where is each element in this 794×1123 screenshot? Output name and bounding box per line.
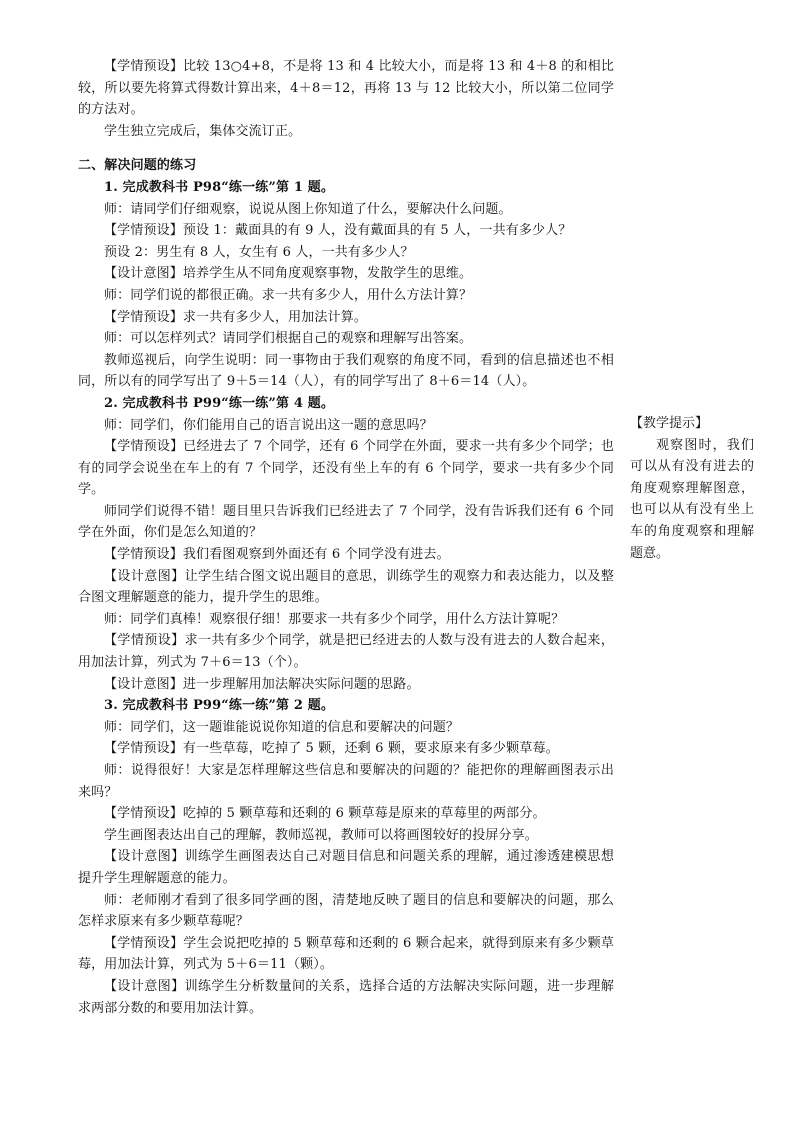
paragraph: 【学情预设】学生会说把吃掉的 5 颗草莓和还剩的 6 颗合起来，就得到原来有多少颗草莓，用加法计算，列式为 5＋6＝11（颗）。 bbox=[78, 935, 614, 973]
paragraph: 师：可以怎样列式？请同学们根据自己的观察和理解写出答案。 bbox=[104, 331, 473, 347]
exercise-3-title: 3. 完成教科书 P99“练一练”第 2 题。 bbox=[104, 698, 334, 714]
paragraph: 【设计意图】培养学生从不同角度观察事物，发散学生的思维。 bbox=[104, 266, 473, 282]
paragraph-analysis: 【学情预设】比较 13○4+8，不是将 13 和 4 比较大小，而是将 13 和 4＋8 的和相比较，所以要先将算式得数计算出来，4＋8＝12，再将 13 与 12 比较大小，所以第二位同学的方法对。 bbox=[78, 59, 614, 118]
paragraph: 师：同学们，这一题谁能说说你知道的信息和要解决的问题？ bbox=[104, 719, 460, 735]
paragraph: 学生画图表达出自己的理解，教师巡视，教师可以将画图较好的投屏分享。 bbox=[104, 827, 538, 843]
paragraph: 师：同学们说的都很正确。求一共有多少人，用什么方法计算？ bbox=[104, 287, 473, 303]
paragraph: 【学情预设】预设 1：戴面具的有 9 人，没有戴面具的有 5 人，一共有多少人？ bbox=[104, 223, 572, 239]
section-heading: 二、解决问题的练习 bbox=[78, 158, 197, 174]
paragraph: 【设计意图】进一步理解用加法解决实际问题的思路。 bbox=[104, 676, 420, 692]
exercise-2-title: 2. 完成教科书 P99“练一练”第 4 题。 bbox=[104, 395, 334, 411]
paragraph: 师：说得很好！大家是怎样理解这些信息和要解决的问题的？能把你的理解画图表示出来吗？ bbox=[78, 763, 614, 800]
exercise-1-title: 1. 完成教科书 P98“练一练”第 1 题。 bbox=[104, 179, 334, 195]
paragraph: 【学情预设】求一共有多少人，用加法计算。 bbox=[104, 309, 368, 325]
paragraph: 师：老师刚才看到了很多同学画的图，清楚地反映了题目的信息和要解决的问题，那么怎样求原来有多少颗草莓呢？ bbox=[78, 892, 614, 930]
paragraph: 教师巡视后，向学生说明：同一事物由于我们观察的角度不同，看到的信息描述也不相同，所以有的同学写出了 9＋5＝14（人），有的同学写出了 8＋6＝14（人）。 bbox=[78, 352, 614, 390]
tip-body: 观察图时，我们可以从有没有进去的角度观察理解图意，也可以从有没有坐上车的角度观察和理解题意。 bbox=[630, 437, 754, 561]
paragraph: 【学情预设】我们看图观察到外面还有 6 个同学没有进去。 bbox=[104, 547, 450, 563]
paragraph: 【学情预设】已经进去了 7 个同学，还有 6 个同学在外面，要求一共有多少个同学；也有的同学会说坐在车上的有 7 个同学，还没有坐上车的有 6 个同学，要求一共有多少个同学。 bbox=[78, 439, 614, 498]
teaching-tip-sidebar bbox=[630, 413, 754, 564]
paragraph: 师：同学们，你们能用自己的语言说出这一题的意思吗？ bbox=[104, 417, 433, 433]
paragraph: 预设 2：男生有 8 人，女生有 6 人，一共有多少人？ bbox=[104, 244, 414, 260]
paragraph: 【设计意图】让学生结合图文说出题目的意思，训练学生的观察力和表达能力，以及整合图文理解题意的能力，提升学生的思维。 bbox=[78, 568, 614, 606]
paragraph: 师同学们说得不错！题目里只告诉我们已经进去了 7 个同学，没有告诉我们还有 6 个同学在外面，你们是怎么知道的？ bbox=[78, 503, 614, 541]
paragraph: 【学情预设】有一些草莓，吃掉了 5 颗，还剩 6 颗，要求原来有多少颗草莓。 bbox=[104, 741, 559, 757]
paragraph: 【学情预设】求一共有多少个同学，就是把已经进去的人数与没有进去的人数合起来，用加法计算，列式为 7＋6＝13（个）。 bbox=[78, 633, 614, 671]
paragraph: 【学情预设】吃掉的 5 颗草莓和还剩的 6 颗草莓是原来的草莓里的两部分。 bbox=[104, 806, 546, 822]
paragraph: 【设计意图】训练学生画图表达自己对题目信息和问题关系的理解，通过渗透建模思想提升学生理解题意的能力。 bbox=[78, 849, 614, 886]
paragraph: 师：同学们真棒！观察很仔细！那要求一共有多少个同学，用什么方法计算呢？ bbox=[104, 611, 565, 627]
paragraph-check: 学生独立完成后，集体交流订正。 bbox=[104, 123, 302, 139]
lesson-body bbox=[78, 56, 614, 1019]
spacer bbox=[78, 142, 614, 155]
paragraph: 师：请同学们仔细观察，说说从图上你知道了什么，要解决什么问题。 bbox=[104, 201, 512, 217]
paragraph: 【设计意图】训练学生分析数量间的关系，选择合适的方法解决实际问题，进一步理解求两部分数的和要用加法计算。 bbox=[78, 978, 614, 1016]
tip-title: 【教学提示】 bbox=[630, 416, 709, 431]
